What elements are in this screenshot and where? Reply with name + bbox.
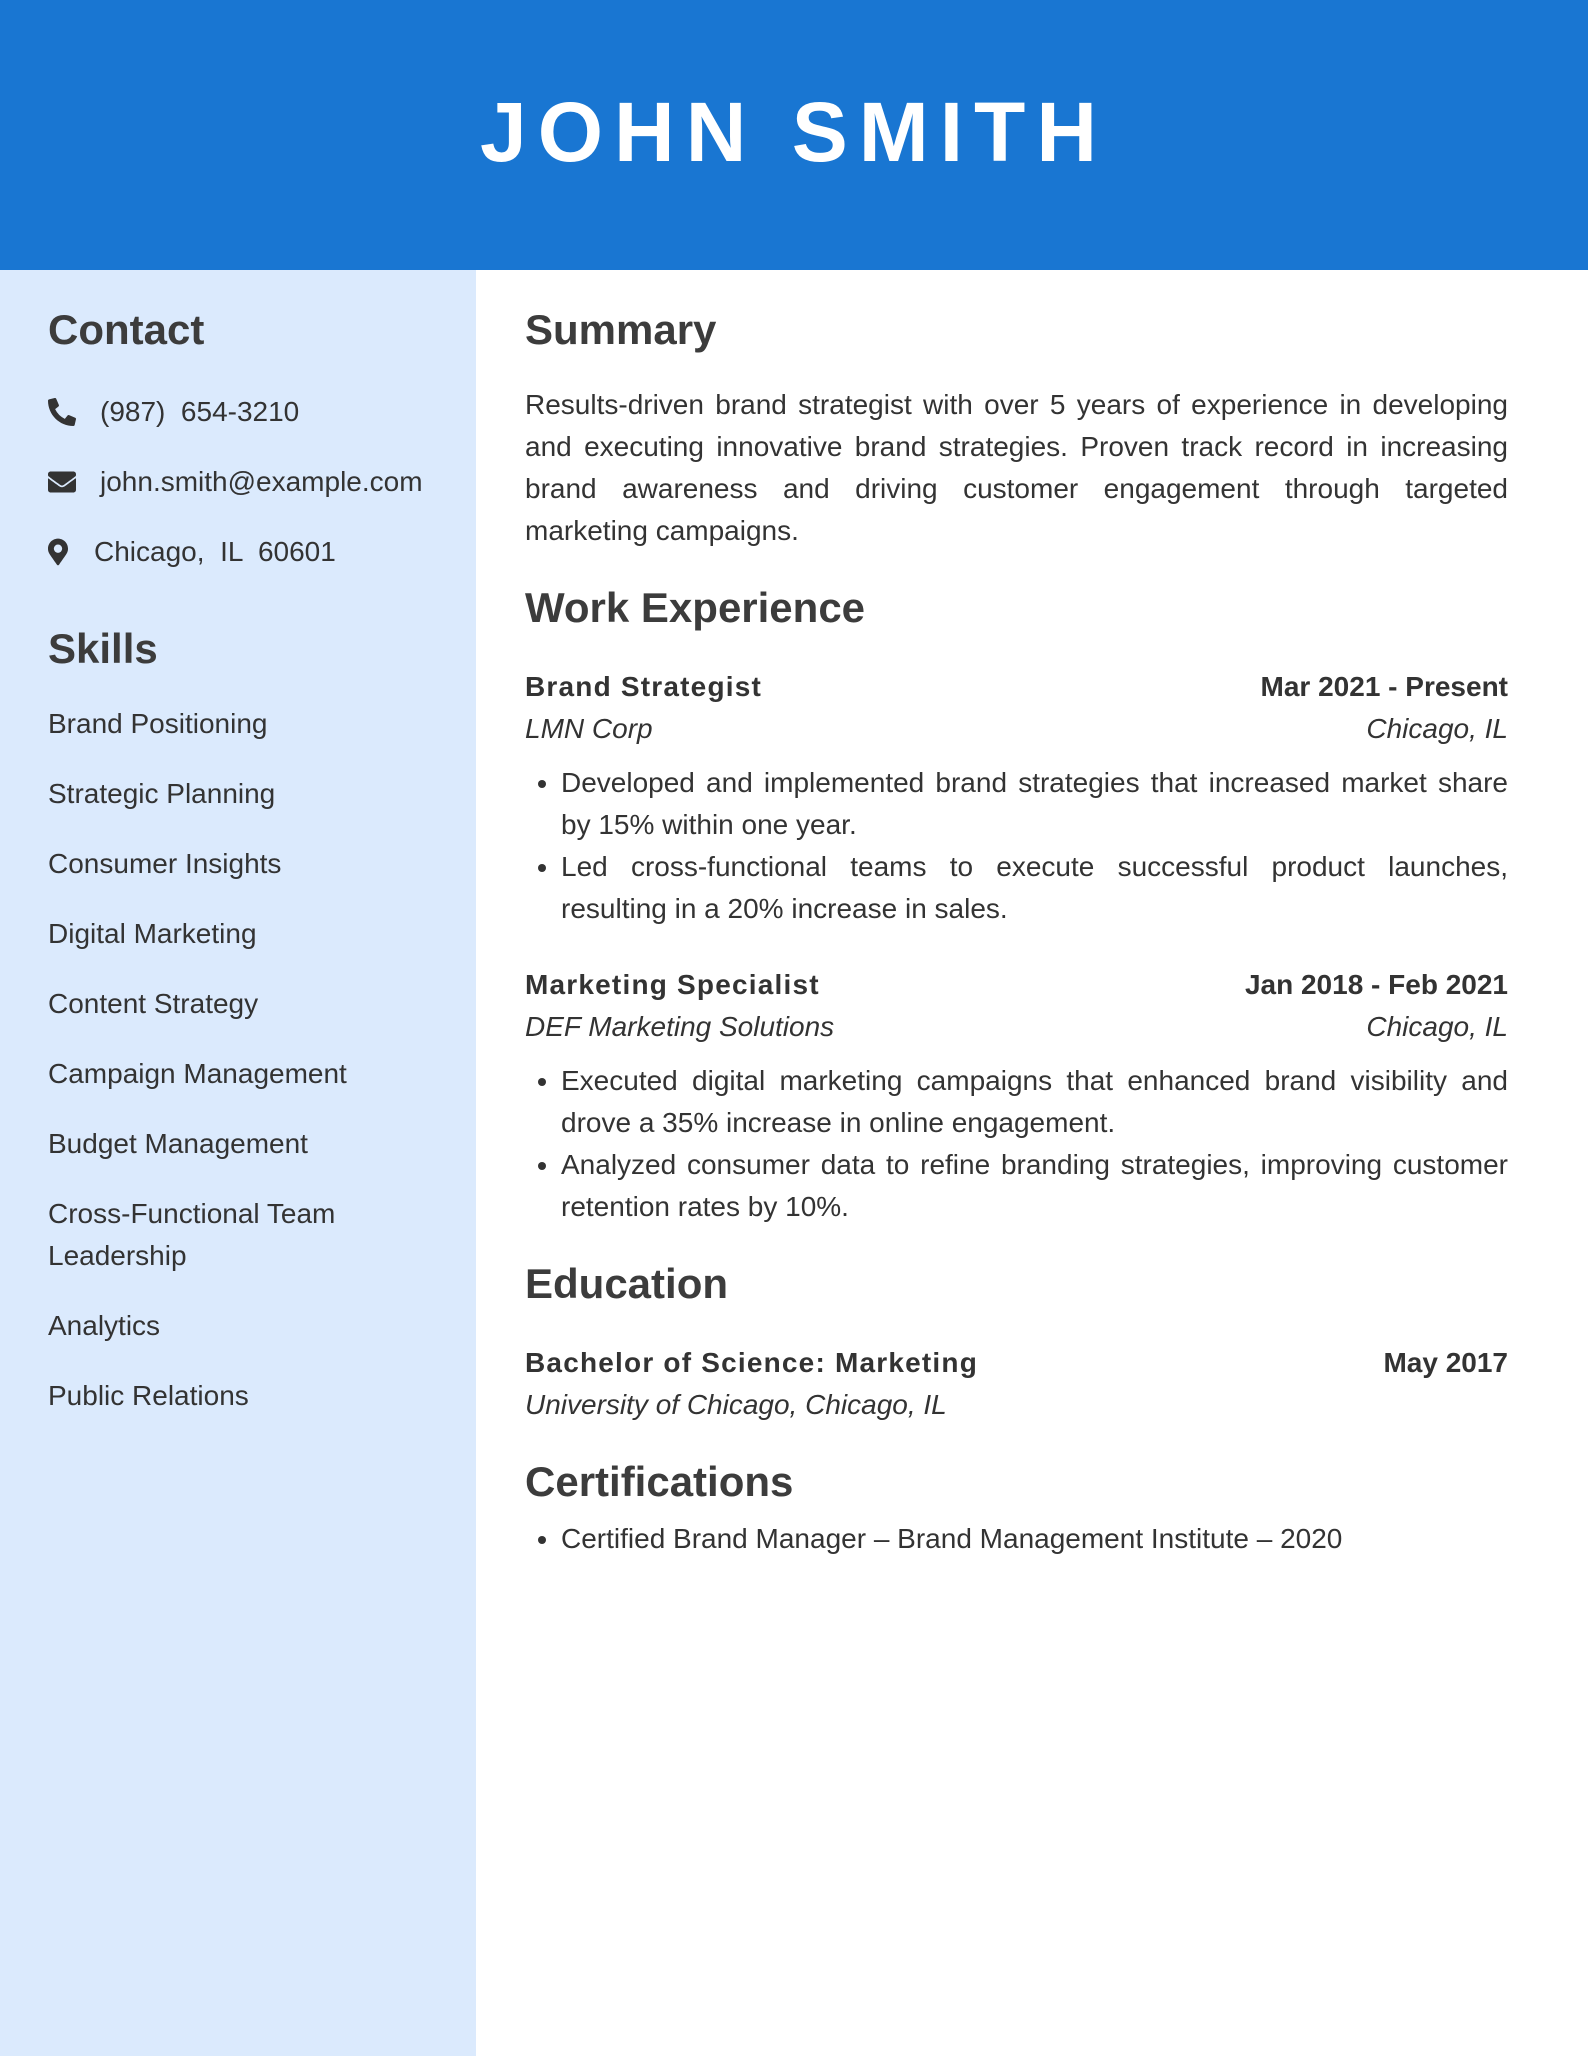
job-bullet: • Led cross-functional teams to execute successful product launches, resulting in a 20% increase in sales. (561, 846, 1508, 930)
job-bullet: • Executed digital marketing campaigns that enhanced brand visibility and drove a 35% increase in online engagement. (561, 1060, 1508, 1144)
job-company: LMN Corp (525, 713, 653, 744)
skill-item: Analytics (48, 1310, 161, 1341)
phone-number: (987) 654-3210 (100, 396, 300, 427)
skill-item: Budget Management (48, 1128, 308, 1159)
contact-email (48, 462, 428, 502)
skill-item: Strategic Planning (48, 778, 276, 809)
skill-item: Campaign Management (48, 1058, 347, 1089)
job-bullet: • Analyzed consumer data to refine branding strategies, improving customer retention rates by 10%. (561, 1144, 1508, 1228)
summary-heading: Summary (525, 306, 717, 353)
job-entry (525, 666, 1508, 930)
job-entry (525, 964, 1508, 1228)
skills-heading: Skills (48, 625, 158, 672)
skill-item: Content Strategy (48, 988, 259, 1019)
job-dates: Mar 2021 - Present (1260, 671, 1508, 702)
school: University of Chicago, Chicago, IL (525, 1389, 947, 1420)
main-content (476, 270, 1588, 2056)
contact-list (48, 392, 428, 572)
map-marker-icon (48, 537, 72, 567)
contact-location (48, 532, 428, 572)
skill-item: Public Relations (48, 1380, 249, 1411)
job-location: Chicago, IL (1366, 1011, 1508, 1042)
job-bullets (525, 762, 1508, 930)
certification-item: • Certified Brand Manager – Brand Management Institute – 2020 (561, 1518, 1508, 1560)
phone-icon (48, 397, 78, 427)
resume-header (0, 0, 1588, 270)
skill-item: Brand Positioning (48, 708, 268, 739)
skill-item: Cross-Functional Team Leadership (48, 1198, 336, 1271)
skill-item: Digital Marketing (48, 918, 257, 949)
job-title: Marketing Specialist (525, 969, 820, 1000)
envelope-icon (48, 467, 78, 497)
contact-phone (48, 392, 428, 432)
summary-text: Results-driven brand strategist with over 5 years of experience in developing and executing innovative brand strategies. Proven track record in increasing brand awareness and driving customer engagement through targeted marketing campaigns. (525, 389, 1508, 546)
experience-heading: Work Experience (525, 584, 866, 631)
contact-heading: Contact (48, 306, 205, 353)
job-title: Brand Strategist (525, 671, 763, 702)
certifications-list (525, 1518, 1508, 1560)
education-entry (525, 1342, 1508, 1426)
location-text: Chicago, IL 60601 (94, 536, 336, 567)
skills-list (48, 703, 428, 1417)
sidebar (0, 270, 476, 2056)
skill-item: Consumer Insights (48, 848, 282, 879)
job-location: Chicago, IL (1366, 713, 1508, 744)
degree: Bachelor of Science: Marketing (525, 1347, 979, 1378)
email-address: john.smith@example.com (100, 466, 423, 497)
job-dates: Jan 2018 - Feb 2021 (1244, 969, 1508, 1000)
certifications-heading: Certifications (525, 1458, 794, 1505)
job-bullets (525, 1060, 1508, 1228)
education-heading: Education (525, 1260, 729, 1307)
graduation-date: May 2017 (1383, 1347, 1508, 1378)
job-company: DEF Marketing Solutions (525, 1011, 835, 1042)
job-bullet: • Developed and implemented brand strategies that increased market share by 15% within one year. (561, 762, 1508, 846)
candidate-name: JOHN SMITH (479, 84, 1109, 179)
